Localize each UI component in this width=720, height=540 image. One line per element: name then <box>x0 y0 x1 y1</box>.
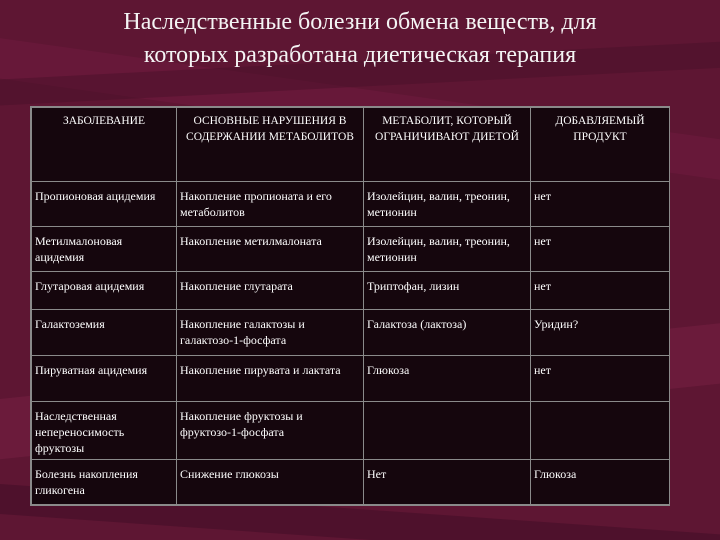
cell-restricted <box>364 402 531 460</box>
cell-added: нет <box>531 182 670 227</box>
cell-disorder: Накопление галактозы и галактозо-1-фосфата <box>177 310 364 356</box>
table-row <box>32 460 670 505</box>
table-row <box>32 402 670 460</box>
cell-disease: Глутаровая ацидемия <box>32 272 177 310</box>
cell-disease: Пропионовая ацидемия <box>32 182 177 227</box>
cell-disease: Метилмалоновая ацидемия <box>32 227 177 272</box>
table-row <box>32 182 670 227</box>
cell-added: нет <box>531 272 670 310</box>
cell-added: Глюкоза <box>531 460 670 505</box>
cell-disease: Пируватная ацидемия <box>32 356 177 402</box>
cell-disorder: Накопление глутарата <box>177 272 364 310</box>
header-disease: ЗАБОЛЕВАНИЕ <box>32 108 177 182</box>
cell-disorder: Накопление метилмалоната <box>177 227 364 272</box>
cell-restricted: Изолейцин, валин, треонин, метионин <box>364 227 531 272</box>
cell-added: Уридин? <box>531 310 670 356</box>
cell-restricted: Нет <box>364 460 531 505</box>
cell-added: нет <box>531 356 670 402</box>
cell-added: нет <box>531 227 670 272</box>
cell-restricted: Глюкоза <box>364 356 531 402</box>
cell-disorder: Накопление пирувата и лактата <box>177 356 364 402</box>
title-line-2: которых разработана диетическая терапия <box>143 42 577 68</box>
table-row <box>32 227 670 272</box>
diet-therapy-table <box>30 106 670 506</box>
cell-disorder: Накопление фруктозы и фруктозо-1-фосфата <box>177 402 364 460</box>
table <box>31 107 670 505</box>
slide-title <box>60 6 660 72</box>
title-line-1: Наследственные болезни обмена веществ, для <box>123 9 597 35</box>
cell-disease: Галактоземия <box>32 310 177 356</box>
cell-restricted: Триптофан, лизин <box>364 272 531 310</box>
cell-restricted: Изолейцин, валин, треонин, метионин <box>364 182 531 227</box>
header-disorders: ОСНОВНЫЕ НАРУШЕНИЯ В СОДЕРЖАНИИ МЕТАБОЛИТОВ <box>177 108 364 182</box>
cell-disease: Болезнь накопления гликогена <box>32 460 177 505</box>
header-row <box>32 108 670 182</box>
cell-added <box>531 402 670 460</box>
header-added-product: ДОБАВЛЯЕМЫЙ ПРОДУКТ <box>531 108 670 182</box>
table-row <box>32 310 670 356</box>
cell-disorder: Накопление пропионата и его метаболитов <box>177 182 364 227</box>
header-restricted-metabolite: МЕТАБОЛИТ, КОТОРЫЙ ОГРАНИЧИВАЮТ ДИЕТОЙ <box>364 108 531 182</box>
table-row <box>32 356 670 402</box>
table-row <box>32 272 670 310</box>
cell-restricted: Галактоза (лактоза) <box>364 310 531 356</box>
cell-disease: Наследственная непереносимость фруктозы <box>32 402 177 460</box>
cell-disorder: Снижение глюкозы <box>177 460 364 505</box>
